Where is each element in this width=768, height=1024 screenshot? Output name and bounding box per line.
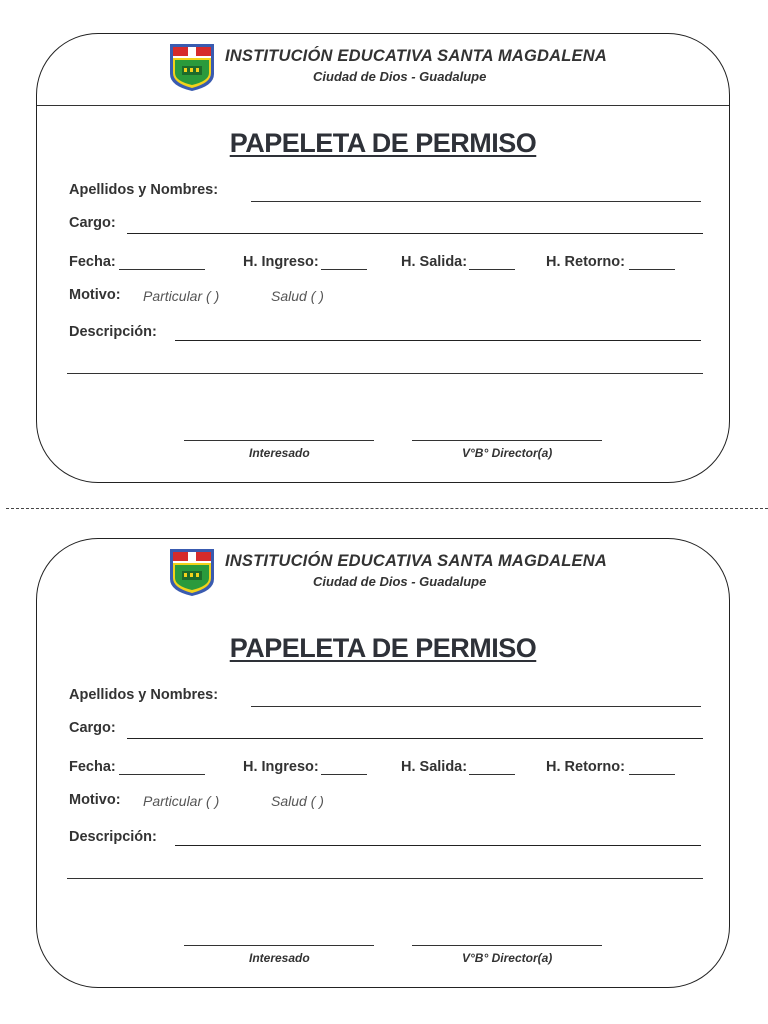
school-crest-icon xyxy=(168,42,216,92)
institution-name: INSTITUCIÓN EDUCATIVA SANTA MAGDALENA xyxy=(225,47,607,65)
interested-signature-label: Interesado xyxy=(249,446,310,460)
director-signature-line[interactable] xyxy=(412,440,602,441)
entry-time-field[interactable] xyxy=(321,269,367,270)
institution-location: Ciudad de Dios - Guadalupe xyxy=(313,69,487,84)
permission-slip-2 xyxy=(36,538,730,988)
description-label: Descripción: xyxy=(69,829,157,845)
names-field[interactable] xyxy=(251,706,701,707)
director-signature-label: V°B° Director(a) xyxy=(462,951,553,965)
date-field[interactable] xyxy=(119,269,205,270)
exit-time-field[interactable] xyxy=(469,774,515,775)
return-time-label: H. Retorno: xyxy=(546,759,625,775)
description-field-line-2[interactable] xyxy=(67,878,703,879)
date-label: Fecha: xyxy=(69,759,116,775)
interested-signature-line[interactable] xyxy=(184,945,374,946)
form-title: PAPELETA DE PERMISO xyxy=(229,633,537,663)
date-label: Fecha: xyxy=(69,254,116,270)
names-label: Apellidos y Nombres: xyxy=(69,182,219,198)
reason-option-particular[interactable]: Particular ( ) xyxy=(143,288,220,304)
position-label: Cargo: xyxy=(69,720,116,736)
description-label: Descripción: xyxy=(69,324,157,340)
exit-time-label: H. Salida: xyxy=(401,759,468,775)
reason-label: Motivo: xyxy=(69,287,121,303)
header-divider xyxy=(37,105,729,106)
names-label: Apellidos y Nombres: xyxy=(69,687,219,703)
interested-signature-label: Interesado xyxy=(249,951,310,965)
director-signature-line[interactable] xyxy=(412,945,602,946)
reason-option-particular[interactable]: Particular ( ) xyxy=(143,793,220,809)
return-time-field[interactable] xyxy=(629,774,675,775)
names-field[interactable] xyxy=(251,201,701,202)
exit-time-field[interactable] xyxy=(469,269,515,270)
director-signature-label: V°B° Director(a) xyxy=(462,446,553,460)
position-field[interactable] xyxy=(127,233,703,234)
permission-slip-1 xyxy=(36,33,730,483)
exit-time-label: H. Salida: xyxy=(401,254,468,270)
entry-time-field[interactable] xyxy=(321,774,367,775)
return-time-label: H. Retorno: xyxy=(546,254,625,270)
description-field-line-2[interactable] xyxy=(67,373,703,374)
description-field-line-1[interactable] xyxy=(175,845,701,846)
cut-line xyxy=(6,508,768,509)
form-title: PAPELETA DE PERMISO xyxy=(229,128,537,158)
reason-option-health[interactable]: Salud ( ) xyxy=(271,793,324,809)
position-field[interactable] xyxy=(127,738,703,739)
position-label: Cargo: xyxy=(69,215,116,231)
description-field-line-1[interactable] xyxy=(175,340,701,341)
reason-label: Motivo: xyxy=(69,792,121,808)
return-time-field[interactable] xyxy=(629,269,675,270)
entry-time-label: H. Ingreso: xyxy=(243,759,319,775)
date-field[interactable] xyxy=(119,774,205,775)
school-crest-icon xyxy=(168,547,216,597)
reason-option-health[interactable]: Salud ( ) xyxy=(271,288,324,304)
entry-time-label: H. Ingreso: xyxy=(243,254,319,270)
institution-name: INSTITUCIÓN EDUCATIVA SANTA MAGDALENA xyxy=(225,552,607,570)
interested-signature-line[interactable] xyxy=(184,440,374,441)
institution-location: Ciudad de Dios - Guadalupe xyxy=(313,574,487,589)
